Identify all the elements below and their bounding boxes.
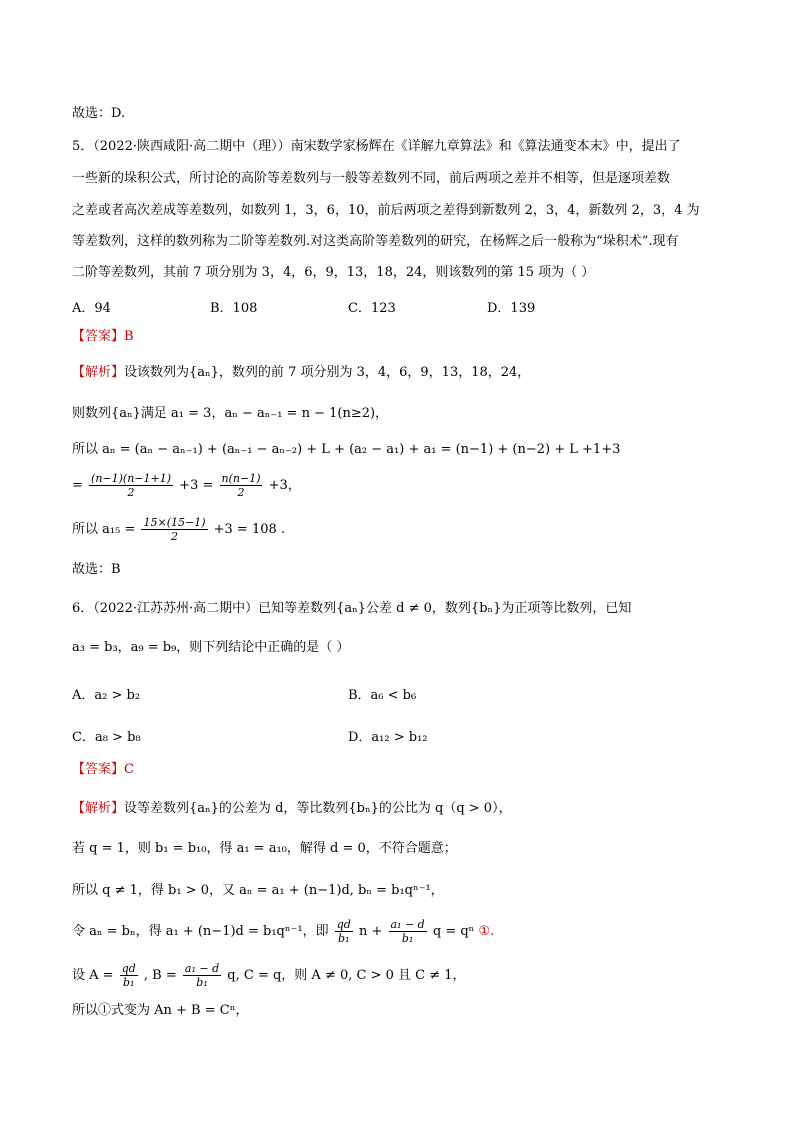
q6-analysis-line-1 xyxy=(72,802,512,815)
q6-option-c: C．a₈ > b₈ xyxy=(72,730,141,745)
q6-eq1-marker: ①. xyxy=(478,924,495,940)
q6-eq1-fraction-2-den: b₁ xyxy=(401,932,414,946)
q6-def-fraction-1 xyxy=(120,962,138,989)
eq-mid: +3 = xyxy=(179,478,214,494)
q6-def-fraction-2 xyxy=(183,962,221,989)
q6-eq1-fraction-2 xyxy=(389,918,427,945)
fraction-1-num: (n−1)(n−1+1) xyxy=(91,472,172,485)
q6-analysis-line-2: 若 q = 1，则 b₁ = b₁₀，得 a₁ = a₁₀，解得 d = 0，不符合题意； xyxy=(72,841,457,856)
q5-stem-line-5: 二阶等差数列，其前 7 项分别为 3，4，6，9，13，18，24，则该数列的第 15 项为（ ） xyxy=(72,265,595,280)
q6-eq1-fraction-1-den: b₁ xyxy=(338,932,350,946)
a15-fraction xyxy=(141,516,207,543)
q5-option-b: B．108 xyxy=(210,301,258,316)
q6-eq1-fraction-2-num: a₁ − d xyxy=(390,918,425,931)
previous-answer: 故选：D. xyxy=(72,106,126,121)
q5-final-choice: 故选：B xyxy=(72,562,121,577)
q6-def-suffix: q, C = q，则 A ≠ 0, C > 0 且 C ≠ 1， xyxy=(227,968,466,984)
fraction-2 xyxy=(220,472,263,499)
q6-stem-line-2: a₃ = b₃，a₉ = b₉，则下列结论中正确的是（ ） xyxy=(72,640,350,655)
q6-eq1-fraction-1 xyxy=(335,918,353,945)
q5-analysis-text-1: 设该数列为{aₙ}，数列的前 7 项分别为 3，4，6，9，13，18，24， xyxy=(124,365,531,380)
q5-option-c: C．123 xyxy=(348,301,396,316)
q5-analysis-line-3: 所以 aₙ = (aₙ − aₙ₋₁) + (aₙ₋₁ − aₙ₋₂) + L + (a₂ − a₁) + a₁ = (n−1) + (n−2) + L +1+3 xyxy=(72,442,621,457)
q6-def-fraction-1-num: qd xyxy=(121,962,136,975)
a15-fraction-num: 15×(15−1) xyxy=(143,516,206,529)
q6-option-d: D．a₁₂ > b₁₂ xyxy=(348,730,428,745)
q6-def-prefix: 设 A = xyxy=(72,968,114,984)
eq-suffix: +3， xyxy=(268,478,301,494)
q5-analysis-label: 【解析】 xyxy=(72,365,125,380)
q5-analysis-line-1 xyxy=(72,366,530,379)
q6-option-a: A．a₂ > b₂ xyxy=(72,688,141,703)
q5-analysis-fraction-line xyxy=(72,472,301,499)
q6-analysis-line-5 xyxy=(72,962,466,989)
q6-eq1-suffix: q = qⁿ xyxy=(432,924,475,940)
q5-stem-line-3: 之差或者高次差成等差数列，如数列 1，3，6，10，前后两项之差得到新数列 2，3，4，新数列 2，3，4 为 xyxy=(72,203,700,218)
q5-stem-line-1: 5．（2022·陕西咸阳·高二期中（理））南宋数学家杨辉在《详解九章算法》和《算法通变本末》中，提出了 xyxy=(72,139,681,154)
q5-stem-line-4: 等差数列，这样的数列称为二阶等差数列.对这类高阶等差数列的研究，在杨辉之后一般称为“垛积术”.现有 xyxy=(72,234,679,249)
q6-eq1-fraction-1-num: qd xyxy=(336,918,351,931)
a15-fraction-den: 2 xyxy=(170,530,178,544)
q5-stem-line-2: 一些新的垛积公式，所讨论的高阶等差数列与一般等差数列不同，前后两项之差并不相等，但是逐项差数 xyxy=(72,171,671,186)
q6-analysis-label: 【解析】 xyxy=(72,801,125,816)
fraction-1 xyxy=(89,472,173,499)
q5-option-a: A．94 xyxy=(72,301,111,316)
q6-option-b: B．a₆ < b₆ xyxy=(348,688,417,703)
q5-answer: 【答案】B xyxy=(72,329,134,344)
a15-prefix: 所以 a₁₅ = xyxy=(72,522,136,538)
q6-analysis-line-6: 所以①式变为 An + B = Cⁿ， xyxy=(72,1003,249,1018)
q6-analysis-line-3: 所以 q ≠ 1，得 b₁ > 0，又 aₙ = a₁ + (n−1)d, bₙ = b₁qⁿ⁻¹， xyxy=(72,883,444,898)
q5-option-d: D．139 xyxy=(487,301,536,316)
q6-def-fraction-2-den: b₁ xyxy=(196,976,208,990)
q6-def-mid: , B = xyxy=(143,968,177,984)
q6-analysis-text-1: 设等差数列{aₙ}的公差为 d，等比数列{bₙ}的公比为 q（q > 0）， xyxy=(124,801,512,816)
q6-stem-line-1: 6．（2022·江苏苏州·高二期中）已知等差数列{aₙ}公差 d ≠ 0，数列{bₙ}为正项等比数列，已知 xyxy=(72,601,632,616)
q6-def-fraction-1-den: b₁ xyxy=(123,976,135,990)
q6-eq1-mid: n + xyxy=(358,924,383,940)
q6-answer: 【答案】C xyxy=(72,762,134,777)
q6-def-fraction-2-num: a₁ − d xyxy=(184,962,220,975)
fraction-2-num: n(n−1) xyxy=(221,472,261,485)
q6-analysis-line-4 xyxy=(72,918,494,945)
q5-a15-line xyxy=(72,516,285,543)
a15-suffix: +3 = 108 . xyxy=(213,522,286,538)
eq-prefix: = xyxy=(72,478,83,494)
q5-analysis-line-2: 则数列{aₙ}满足 a₁ = 3，aₙ − aₙ₋₁ = n − 1(n≥2)， xyxy=(72,406,389,421)
fraction-1-den: 2 xyxy=(127,486,135,500)
fraction-2-den: 2 xyxy=(237,486,245,500)
q6-eq1-prefix: 令 aₙ = bₙ，得 a₁ + (n−1)d = b₁qⁿ⁻¹，即 xyxy=(72,924,329,940)
